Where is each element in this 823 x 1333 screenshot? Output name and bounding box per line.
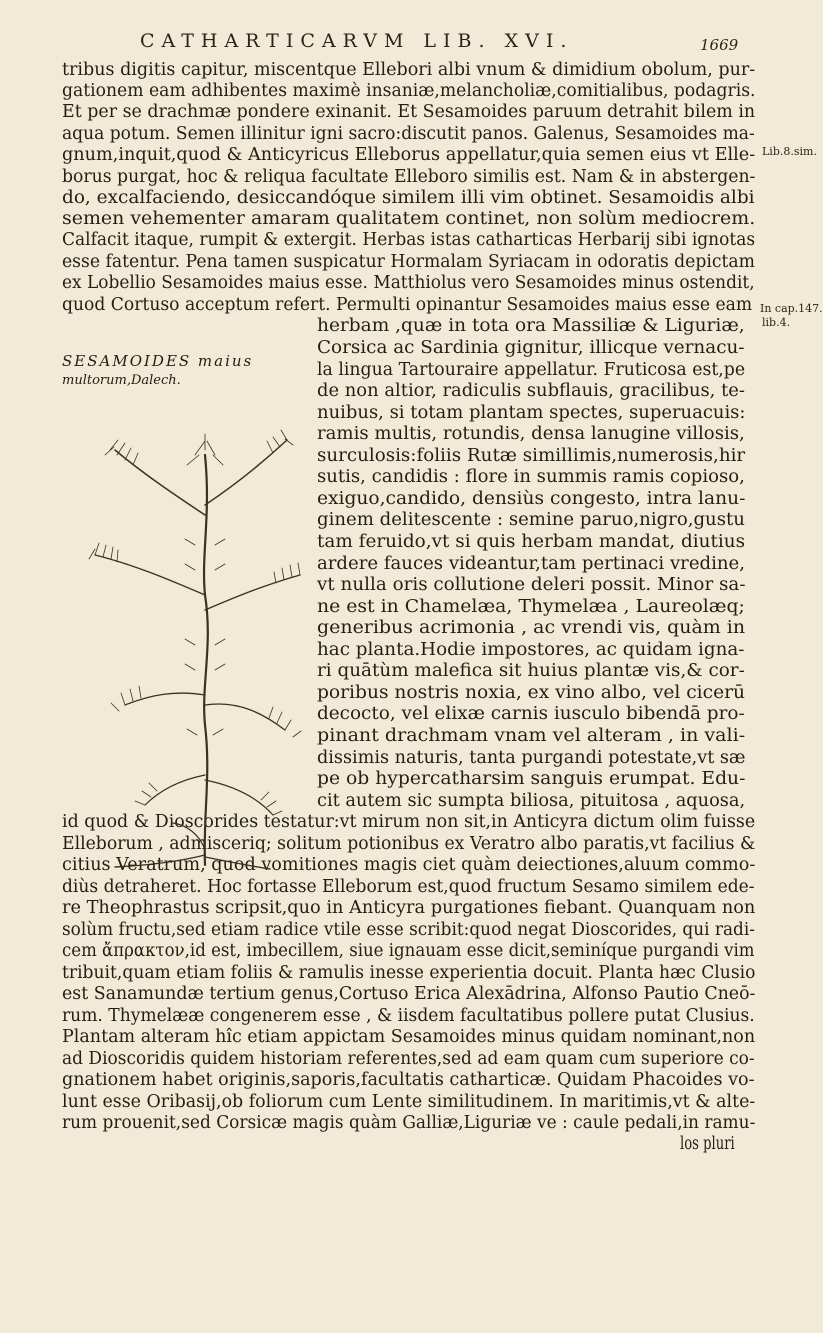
text-line: gnationem habet originis,saporis,facultatis catharticæ. Quidam Phacoides vo- xyxy=(62,1070,755,1090)
text-line: borus purgat, hoc & reliqua facultate Elleboro similis est. Nam & in abstergen- xyxy=(62,167,756,187)
text-line: ri quātùm malefica sit huius plantæ vis,& cor- xyxy=(317,661,745,681)
margin-note: Lib.8.sim. xyxy=(762,145,817,158)
text-line: los pluri xyxy=(680,1134,735,1154)
figure-caption-title: SESAMOIDES maius xyxy=(62,352,254,370)
text-line: la lingua Tartouraire appellatur. Fruticosa est,pe xyxy=(317,360,746,380)
text-line: poribus nostris noxia, ex vino albo, vel cicerū xyxy=(317,683,746,703)
figure-caption-subtitle: multorum,Dalech. xyxy=(62,373,181,388)
text-line: id quod & Dioscorides testatur:vt mirum non sit,in Anticyra dictum olim fuisse xyxy=(62,812,756,832)
text-line: esse fatentur. Pena tamen suspicatur Hormalam Syriacam in odoratis depictam xyxy=(62,252,755,272)
text-line: ardere fauces videantur,tam pertinaci vredine, xyxy=(317,554,746,574)
text-line: lunt esse Oribasij,ob foliorum cum Lente similitudinem. In maritimis,vt & alte- xyxy=(62,1092,756,1112)
text-line: vt nulla oris collutione deleri possit. Minor sa- xyxy=(317,575,746,595)
running-head: CATHARTICARVM LIB. XVI. xyxy=(140,30,574,52)
text-line: do, excalfaciendo, desiccandóque similem illi vim obtinet. Sesamoidis albi xyxy=(62,188,755,208)
text-line: Et per se drachmæ pondere exinanit. Et Sesamoides paruum detrahit bilem in xyxy=(62,102,756,122)
text-line: pinant drachmam vnam vel alteram , in vali- xyxy=(317,726,746,746)
text-line: Plantam alteram hîc etiam appictam Sesamoides minus quidam nominant,non xyxy=(62,1027,756,1047)
text-line: gationem eam adhibentes maximè insaniæ,melancholiæ,comitialibus, podagris. xyxy=(62,81,756,101)
text-line: Calfacit itaque, rumpit & extergit. Herbas istas catharticas Herbarij sibi ignotas xyxy=(62,230,756,250)
text-line: exiguo,candido, densiùs congesto, intra lanu- xyxy=(317,489,746,509)
text-line: hac planta.Hodie impostores, ac quidam igna- xyxy=(317,640,745,660)
text-line: diùs detraheret. Hoc fortasse Elleborum est,quod fructum Sesamo similem ede- xyxy=(62,877,755,897)
text-line: semen vehementer amaram qualitatem continet, non solùm mediocrem. xyxy=(62,209,756,229)
text-line: sutis, candidis : flore in summis ramis copioso, xyxy=(317,467,745,487)
text-line: rum prouenit,sed Corsicæ magis quàm Galliæ,Liguriæ ve : caule pedali,in ramu- xyxy=(62,1113,756,1133)
text-line: ex Lobellio Sesamoides maius esse. Matthiolus vero Sesamoides minus ostendit, xyxy=(62,273,755,293)
text-line: aqua potum. Semen illinitur igni sacro:discutit panos. Galenus, Sesamoides ma- xyxy=(62,124,755,144)
text-line: Corsica ac Sardinia gignitur, illicque vernacu- xyxy=(317,338,745,358)
text-line: est Sanamundæ tertium genus,Cortuso Erica Alexādrina, Alfonso Pautio Cneō- xyxy=(62,984,756,1004)
text-line: tribus digitis capitur, miscentque Ellebori albi vnum & dimidium obolum, pur- xyxy=(62,60,756,80)
text-line: ginem delitescente : semine paruo,nigro,gustu xyxy=(317,510,745,530)
text-line: de non altior, radiculis subflauis, gracilibus, te- xyxy=(317,381,745,401)
text-line: herbam ,quæ in tota ora Massiliæ & Liguriæ, xyxy=(317,316,745,336)
text-line: Elleborum , admisceriq; solitum potionibus ex Veratro albo paratis,vt facilius & xyxy=(62,834,756,854)
text-line: generibus acrimonia , ac vrendi vis, quàm in xyxy=(317,618,746,638)
text-line: ramis multis, rotundis, densa lanugine villosis, xyxy=(317,424,745,444)
page-header xyxy=(0,30,800,56)
margin-note: In cap.147. xyxy=(760,302,823,315)
text-line: dissimis naturis, tanta purgandi potestate,vt sæ xyxy=(317,748,746,768)
text-line: rum. Thymelææ congenerem esse , & iisdem facultatibus pollere putat Clusius. xyxy=(62,1006,755,1026)
text-line: decocto, vel elixæ carnis iusculo bibendā pro- xyxy=(317,704,745,724)
text-line: cem ἄπρακτον,id est, imbecillem, siue ignauam esse dicit,seminíque purgandi vim xyxy=(62,941,755,961)
text-line: cit autem sic sumpta biliosa, pituitosa , aquosa, xyxy=(317,791,746,811)
text-line: pe ob hypercatharsim sanguis erumpat. Edu- xyxy=(317,769,746,789)
text-line: quod Cortuso acceptum refert. Permulti opinantur Sesamoides maius esse eam xyxy=(62,295,753,315)
text-line: ne est in Chamelæa, Thymelæa , Laureolæq; xyxy=(317,597,745,617)
text-line: tam feruido,vt si quis herbam mandat, diutius xyxy=(317,532,746,552)
text-line: tribuit,quam etiam foliis & ramulis inesse experientia docuit. Planta hæc Clusio xyxy=(62,963,756,983)
text-line: gnum,inquit,quod & Anticyricus Elleborus appellatur,quia semen eius vt Elle- xyxy=(62,145,756,165)
margin-note: lib.4. xyxy=(762,316,791,329)
text-line: citius Veratrum, quod vomitiones magis ciet quàm deiectiones,aluum commo- xyxy=(62,855,756,875)
text-line: ad Dioscoridis quidem historiam referentes,sed ad eam quam cum superiore co- xyxy=(62,1049,755,1069)
plant-illustration xyxy=(55,395,310,870)
text-line: solùm fructu,sed etiam radice vtile esse scribit:quod negat Dioscorides, qui radi- xyxy=(62,920,755,940)
text-line: surculosis:foliis Rutæ simillimis,numerosis,hir xyxy=(317,446,746,466)
page-number: 1669 xyxy=(700,36,739,54)
text-line: re Theophrastus scripsit,quo in Anticyra purgationes fiebant. Quanquam non xyxy=(62,898,756,918)
text-line: nuibus, si totam plantam spectes, superuacuis: xyxy=(317,403,746,423)
